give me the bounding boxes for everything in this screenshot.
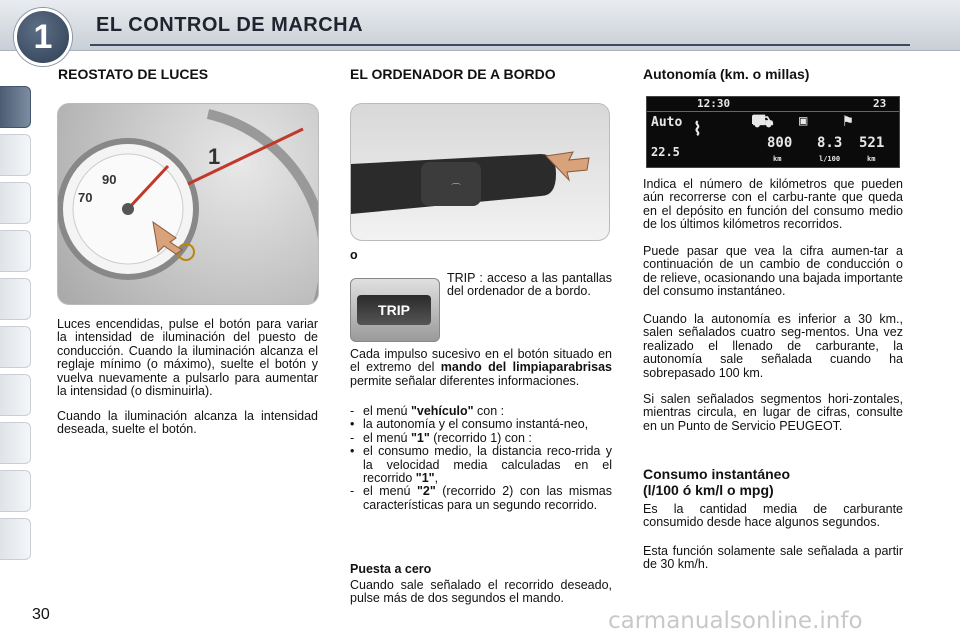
trip-menu-list: [350, 405, 612, 512]
page-number: 30: [32, 606, 50, 623]
car-icon: ⛟: [751, 111, 774, 132]
chapter-tab-2[interactable]: [0, 134, 31, 176]
autonomy-paragraph-2: Puede pasar que vea la cifra aumen-tar a continuación de un cambio de conducción o de relieve, ocasionando una bajada importante del consumo instantáneo.: [643, 244, 903, 299]
chapter-tab-5[interactable]: [0, 278, 31, 320]
trip-intro-paragraph: Cada impulso sucesivo en el botón situado en el extremo del mando del limpiaparabrisas permite señalar diferentes informaciones.: [350, 347, 612, 388]
chapter-tab-1[interactable]: [0, 86, 31, 128]
dimmer-paragraph-1: Luces encendidas, pulse el botón para variar la intensidad de iluminación del puesto de conducción. Cuando la iluminación alcanza el reglaje mínimo (o máximo), suelte el botón y vuelva nuevamente a pulsarlo para aumentar la intensidad (o disminuirla).: [57, 317, 318, 399]
gauge-illustration: [58, 104, 318, 304]
fuel-icon: ▣: [799, 113, 808, 129]
consumption-paragraph-1: Es la cantidad media de carburante consumido desde hace algunos segundos.: [643, 502, 903, 530]
chapter-tab-9[interactable]: [0, 470, 31, 512]
list-item: - el menú "2" (recorrido 2) con las mismas características para un segundo recorrido.: [350, 484, 612, 512]
gauge-label-70: 70: [78, 190, 93, 205]
list-item: - el menú "1" (recorrido 1) con :: [350, 430, 532, 445]
display-speed: 22.5: [651, 145, 680, 159]
page-header: [0, 0, 960, 51]
display-time: 12:30: [697, 97, 731, 110]
gauge-label-90: 90: [102, 172, 117, 187]
wiper-stalk-illustration: [351, 104, 609, 240]
instant-consumption-title-line-2: (l/100 ó km/l o mpg): [643, 482, 774, 498]
chapter-tab-10[interactable]: [0, 518, 31, 560]
watermark: carmanualsonline.info: [608, 608, 863, 634]
autonomy-paragraph-3: Cuando la autonomía es inferior a 30 km., salen señalados cuatro seg-mentos. Una vez realizado el llenado de carburante, la autonomía sale señalada cuando ha sobrepasado 100 km.: [643, 312, 903, 380]
display-mode: Auto: [651, 115, 683, 130]
dimmer-paragraph-2: Cuando la iluminación alcanza la intensidad deseada, suelte el botón.: [57, 409, 318, 437]
list-item: - el menú "vehículo" con :: [350, 404, 505, 418]
display-distance-value: 521: [859, 135, 885, 151]
reset-title: Puesta a cero: [350, 562, 432, 576]
reset-paragraph: Cuando sale señalado el recorrido deseado, pulse más de dos segundos el mando.: [350, 578, 612, 606]
display-unit-2: l/100: [819, 155, 841, 163]
chapter-tab-7[interactable]: [0, 374, 31, 416]
svg-text:⌒: ⌒: [451, 184, 461, 195]
section-title-trip-computer: EL ORDENADOR DE A BORDO: [350, 66, 556, 82]
autonomy-paragraph-4: Si salen señalados segmentos hori-zontales, mientras circula, en lugar de cifras, consulte en un Punto de Servicio PEUGEOT.: [643, 392, 903, 433]
section-title-instant-consumption: [643, 466, 790, 498]
trip-button[interactable]: TRIP: [357, 295, 431, 325]
section-title-autonomy: Autonomía (km. o millas): [643, 66, 810, 82]
chapter-tab-4[interactable]: [0, 230, 31, 272]
chapter-tab-8[interactable]: [0, 422, 31, 464]
display-range-value: 800: [767, 135, 793, 151]
gauge-label-1: 1: [208, 144, 221, 169]
wiper-stalk-photo: [350, 103, 610, 241]
instrument-panel-photo: [57, 103, 319, 305]
instant-consumption-title-line-1: Consumo instantáneo: [643, 466, 791, 482]
chapter-tab-6[interactable]: [0, 326, 31, 368]
wiper-icon: ⌇: [693, 119, 702, 140]
chapter-tabs: [0, 64, 34, 584]
flag-icon: ⚑: [843, 111, 853, 130]
section-title-dimmer: REOSTATO DE LUCES: [58, 66, 209, 82]
trip-button-photo: [350, 278, 440, 342]
chapter-number-badge: 1: [14, 8, 72, 66]
display-unit-1: km: [773, 155, 782, 163]
display-unit-3: km: [867, 155, 876, 163]
list-item: • la autonomía y el consumo instantá-neo,: [350, 417, 589, 432]
trip-description: TRIP : acceso a las pantallas del ordenador de a bordo.: [447, 271, 612, 299]
header-rule: [90, 44, 910, 46]
autonomy-paragraph-1: Indica el número de kilómetros que pueden aún recorrerse con el carbu-rante que queda en el depósito en función del consumo medio de los últimos kilómetros recorridos.: [643, 177, 903, 232]
display-temperature: 23: [873, 97, 887, 110]
chapter-title: EL CONTROL DE MARCHA: [96, 14, 364, 36]
consumption-paragraph-2: Esta función solamente sale señalada a partir de 30 km/h.: [643, 544, 903, 572]
chapter-tab-3[interactable]: [0, 182, 31, 224]
trip-computer-display: [646, 96, 900, 168]
display-consumption-value: 8.3: [817, 135, 843, 151]
list-item: • el consumo medio, la distancia reco-rrida y la velocidad media calculadas en el recorrido "1",: [350, 444, 612, 486]
or-label: o: [350, 248, 358, 262]
